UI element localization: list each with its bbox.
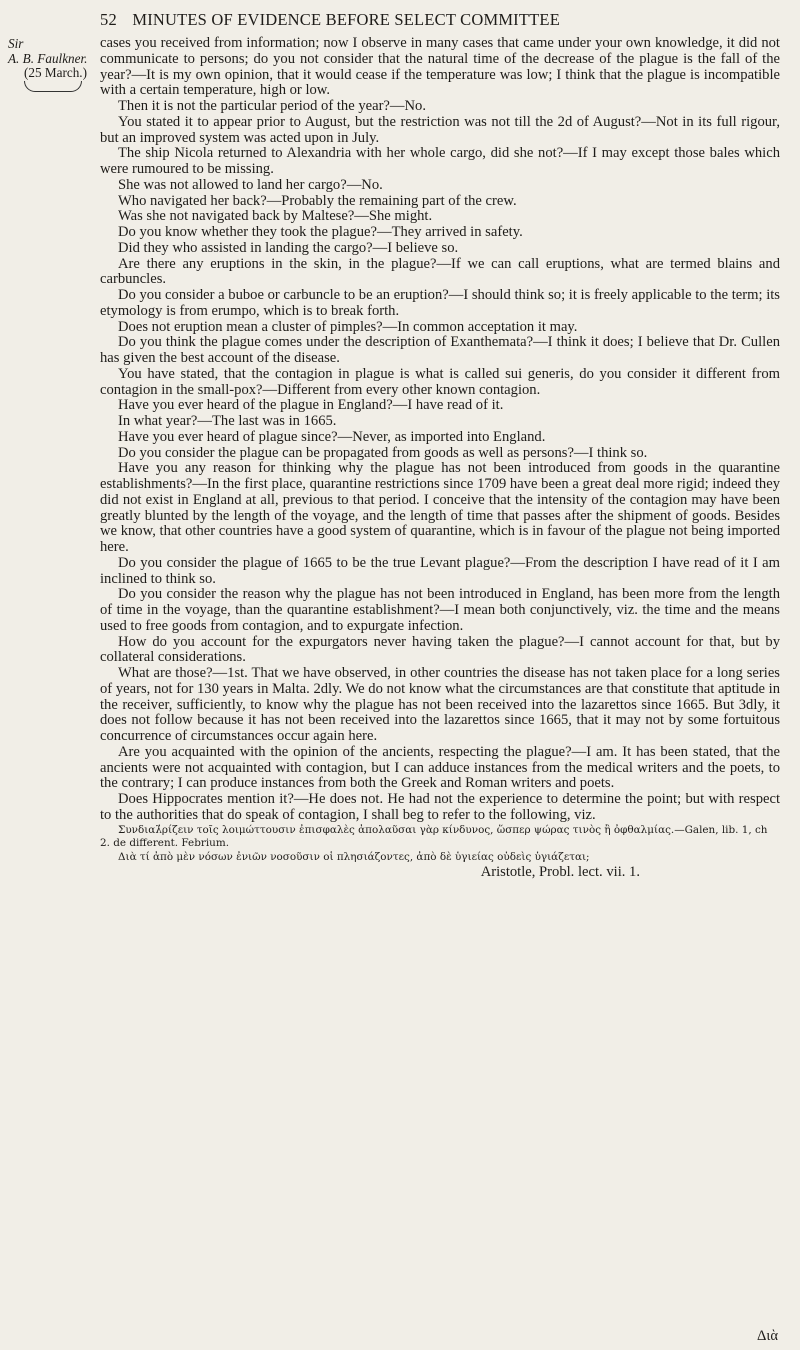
paragraph: Have you any reason for thinking why the plague has not been introduced from goods in the quarantine establishments?—In the first place, quarantine restrictions since 1709 have been a great deal more rigid; indeed they did not exist in England at all, previous to that period. I conceive that the intensity of the contagion may have been greatly blunted by the length of the voyage, and the length of time that passes after the shipment of goods. Besides we know, that other countries have a good system of quarantine, which is in favour of the plague not being imported here. xyxy=(100,460,780,555)
paragraph: How do you account for the expurgators never having taken the plague?—I cannot account for that, but by collateral considerations. xyxy=(100,633,780,666)
paragraph: Does not eruption mean a cluster of pimples?—In common acceptation it may. xyxy=(118,318,578,335)
witness-name: A. B. Faulkner. xyxy=(8,50,88,66)
margin-note xyxy=(8,37,98,92)
greek-quotation-galen: Συνδιαλ̓ρίζειν τοῖς λοιμώττουσιν ἐπισφαλὲς ἀπολαῦσαι γὰρ κίνδυνος, ὥσπερ ψώρας τινὸς ἢ ὀφθαλμίας.—Galen, lib. 1, ch 2. de different. Febrium. xyxy=(100,823,768,850)
paragraph: Do you know whether they took the plague?—They arrived in safety. xyxy=(118,224,523,240)
paragraph: Was she not navigated back by Maltese?—She might. xyxy=(118,208,433,225)
paragraph: cases you received from information; now I observe in many cases that came under your own knowledge, it did not communicate to persons; do you not consider that the natural time of the decrease of the plague is the fall of the year?—It is my own opinion, that it would cease if the temperature was low; I think that the plague is incompatible with a certain temperature, high or low. xyxy=(100,35,780,99)
greek-quotation-aristotle: Διὰ τί ἀπὸ μὲν νόσων ἐνιῶν νοσοῦσιν οἱ πλησιάζοντες, ἀπὸ δὲ ὑγιείας οὐδεὶς ὑγιάζεται; xyxy=(118,851,590,864)
paragraph: Do you consider the reason why the plague has not been introduced in England, has been more from the length of time in the voyage, than the quarantine establishment?—I mean both conjunctively, viz. the time and the means used to free goods from contagion, and to expurgate infection. xyxy=(100,586,780,634)
running-head xyxy=(100,10,780,30)
evidence-date: (25 March.) xyxy=(24,65,87,81)
paragraph: Did they who assisted in landing the cargo?—I believe so. xyxy=(118,239,459,256)
margin-brace xyxy=(24,81,82,92)
paragraph: Have you ever heard of plague since?—Never, as imported into England. xyxy=(118,428,546,445)
paragraph: Are you acquainted with the opinion of the ancients, respecting the plague?—I am. It has been stated, that the ancients were not acquainted with contagion, but I can adduce instances from the medical writers and the poets, to the contrary; I can produce instances from both the Greek and Roman writers and poets. xyxy=(100,743,780,792)
paragraph: Who navigated her back?—Probably the remaining part of the crew. xyxy=(118,192,517,209)
page-number: 52 xyxy=(100,10,117,29)
paragraph: Do you consider a buboe or carbuncle to be an eruption?—I should think so; it is freely applicable to the term; its etymology is from erumpo, which is to break forth. xyxy=(100,287,780,319)
citation: Aristotle, Probl. lect. vii. 1. xyxy=(480,863,640,880)
paragraph: She was not allowed to land her cargo?—No. xyxy=(118,176,383,193)
paragraph: Do you consider the plague can be propagated from goods as well as persons?—I think so. xyxy=(118,444,648,461)
paragraph: Do you consider the plague of 1665 to be the true Levant plague?—From the description I have read of it I am inclined to think so. xyxy=(100,554,780,587)
paragraph: Does Hippocrates mention it?—He does not. He had not the experience to determine the point; but with respect to the authorities that do speak of contagion, I shall beg to refer to the following, viz. xyxy=(100,791,780,823)
paragraph: Are there any eruptions in the skin, in the plague?—If we can call eruptions, what are termed blains and carbuncles. xyxy=(100,255,780,288)
evidence-text xyxy=(100,36,780,881)
page-title: MINUTES OF EVIDENCE BEFORE SELECT COMMITTEE xyxy=(132,10,560,29)
paragraph: What are those?—1st. That we have observed, in other countries the disease has not taken place for a long series of years, not for 130 years in Malta. 2dly. We do not know what the circumstances are that constitute that aptitude in the receiver, sufficiently, to know why the plague has not been received into the lazarettos since 1665. But 3dly, it does not follow because it has not been received into the lazarettos since 1665, that it may not by some fortuitous concurrence of circumstances occur again here. xyxy=(100,665,780,744)
paragraph: Do you think the plague comes under the description of Exanthemata?—I think it does; I believe that Dr. Cullen has given the best account of the disease. xyxy=(100,334,780,366)
paragraph: The ship Nicola returned to Alexandria with her whole cargo, did she not?—If I may except those bales which were rumoured to be missing. xyxy=(100,145,780,177)
paragraph: You stated it to appear prior to August, but the restriction was not till the 2d of August?—Not in its full rigour, but an improved system was acted upon in July. xyxy=(100,113,780,146)
paragraph: Have you ever heard of the plague in England?—I have read of it. xyxy=(118,397,504,414)
witness-honorific: Sir xyxy=(8,36,24,51)
paragraph: Then it is not the particular period of the year?—No. xyxy=(118,98,426,114)
paragraph: In what year?—The last was in 1665. xyxy=(118,413,337,429)
paragraph: You have stated, that the contagion in plague is what is called sui generis, do you consider it different from contagion in the small-pox?—Different from every other known contagion. xyxy=(100,365,780,398)
catchword: Διὰ xyxy=(757,1328,778,1344)
